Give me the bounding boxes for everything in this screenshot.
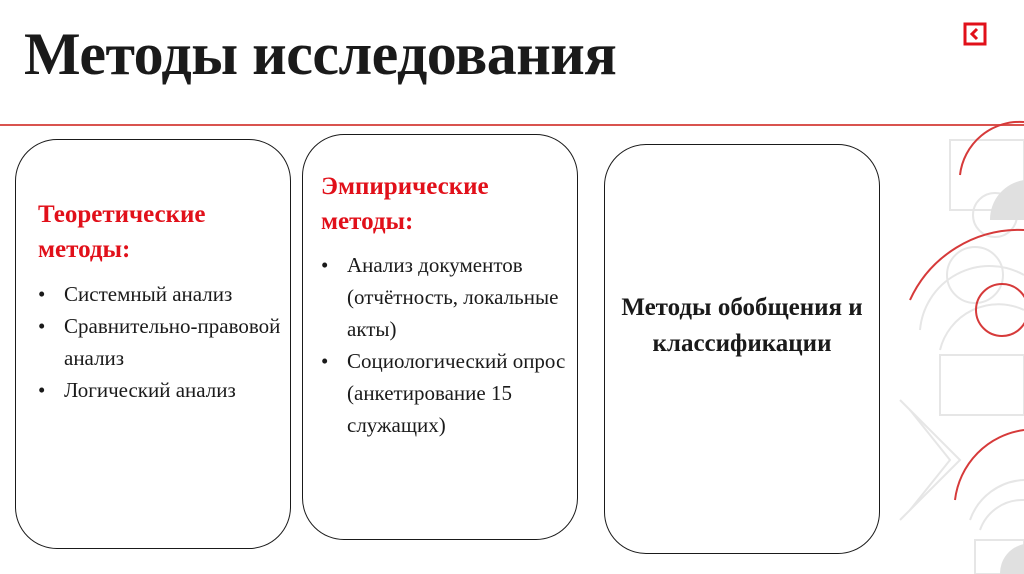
decorative-pattern [880, 100, 1024, 574]
card-heading: Теоретические методы: [38, 201, 206, 263]
empirical-methods-card [302, 134, 578, 540]
bullet-list [321, 249, 571, 441]
bullet-list [38, 278, 288, 406]
card-text: Методы обобщения и классификации [621, 294, 863, 357]
list-item: • Системный анализ [38, 278, 288, 310]
theoretical-methods-card [15, 139, 291, 549]
list-item: • Сравнительно-правовой анализ [38, 310, 288, 374]
generalization-methods-card [604, 144, 880, 554]
list-item: • Социологический опрос (анкетирование 15 служащих) [321, 345, 571, 441]
list-item: • Анализ документов (отчётность, локальные акты) [321, 249, 571, 345]
title-divider [0, 124, 1024, 126]
list-item: • Логический анализ [38, 374, 288, 406]
page-title: Методы исследования [24, 21, 617, 87]
back-arrow-icon[interactable] [963, 22, 987, 46]
card-heading: Эмпирические методы: [321, 173, 489, 235]
